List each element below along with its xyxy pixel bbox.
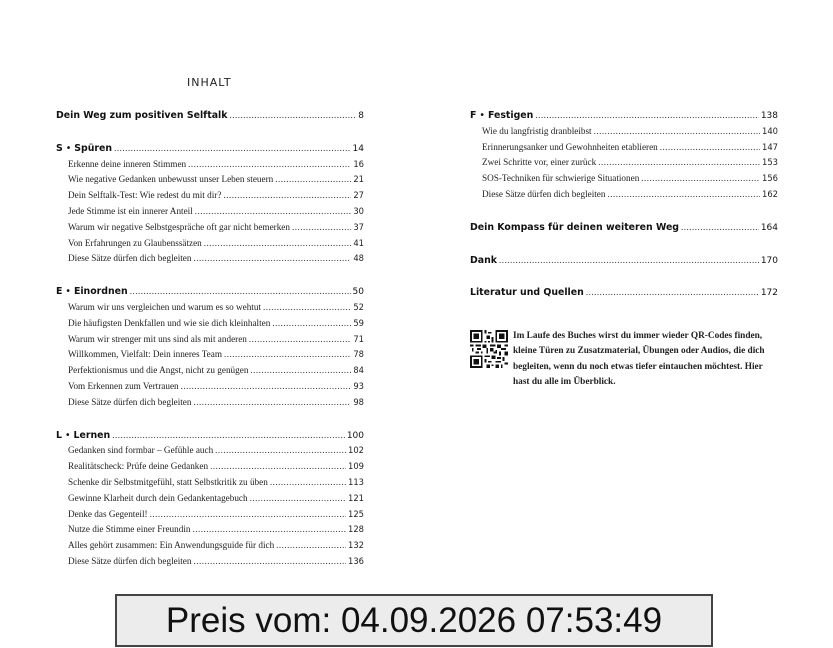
toc-entry xyxy=(56,204,364,220)
toc-entry xyxy=(56,459,364,475)
toc-entry-title: Dein Selftalk-Test: Wie redest du mit dir? xyxy=(68,190,222,201)
toc-entry-page: 170 xyxy=(760,255,778,266)
bullet-icon: • xyxy=(65,286,71,298)
toc-entry-page: 162 xyxy=(762,188,778,199)
toc-entry-page: 164 xyxy=(760,222,778,233)
toc-entry xyxy=(56,538,364,554)
qr-code-icon xyxy=(470,330,508,368)
leader-dots xyxy=(150,507,346,523)
toc-entry-page: 84 xyxy=(353,365,364,376)
toc-entry xyxy=(56,251,364,267)
leader-dots xyxy=(130,284,351,300)
toc-entry-page: 147 xyxy=(762,141,778,152)
leader-dots xyxy=(223,188,351,204)
toc-entry-title: Diese Sätze dürfen dich begleiten xyxy=(482,188,606,199)
toc-entry-title: Perfektionismus und die Angst, nicht zu genügen xyxy=(68,365,249,376)
toc-entry-page: 136 xyxy=(348,555,364,566)
leader-dots xyxy=(188,157,351,173)
toc-entry xyxy=(470,140,778,156)
leader-dots xyxy=(114,141,350,157)
section-page: 14 xyxy=(352,143,364,154)
toc-entry-title: Dank xyxy=(470,254,498,266)
leader-dots xyxy=(660,140,760,156)
toc-entry xyxy=(56,220,364,236)
toc-entry-page: 113 xyxy=(348,476,364,487)
leader-dots xyxy=(594,124,760,140)
toc-entry-page: 16 xyxy=(353,158,364,169)
toc-entry-page: 78 xyxy=(353,349,364,360)
toc-entry-page: 8 xyxy=(358,111,364,121)
leader-dots xyxy=(586,285,759,301)
section-title: Lernen xyxy=(73,429,111,441)
toc-entry-page: 98 xyxy=(353,396,364,407)
leader-dots xyxy=(193,251,351,267)
toc-entry-title: Wie du langfristig dranbleibst xyxy=(482,125,592,136)
toc-entry-page: 93 xyxy=(353,380,364,391)
section-letter: E xyxy=(56,286,63,298)
toc-entry-page: 172 xyxy=(760,288,778,299)
toc-entry-title: Willkommen, Vielfalt: Dein inneres Team xyxy=(68,349,222,360)
toc-entry-title: Vom Erkennen zum Vertrauen xyxy=(68,380,179,391)
leader-dots xyxy=(112,428,345,444)
leader-dots xyxy=(192,522,346,538)
price-banner xyxy=(115,594,713,647)
toc-entry xyxy=(56,379,364,395)
toc-entry-title: Zwei Schritte vor, einer zurück xyxy=(482,157,597,168)
leader-dots xyxy=(230,108,357,124)
leader-dots xyxy=(210,459,346,475)
toc-entry xyxy=(56,363,364,379)
toc-section-l xyxy=(56,428,364,444)
toc-entry-title: Warum wir uns vergleichen und warum es so wehtut xyxy=(68,301,262,312)
section-letter: F xyxy=(470,110,477,121)
toc-entry xyxy=(56,554,364,570)
toc-entry-title: Schenke dir Selbstmitgefühl, statt Selbstkritik zu üben xyxy=(68,476,268,487)
bullet-icon: • xyxy=(479,110,485,121)
toc-section-e xyxy=(56,284,364,300)
leader-dots xyxy=(270,475,346,491)
leader-dots xyxy=(499,253,759,269)
bullet-icon: • xyxy=(65,142,72,154)
toc-entry-page: 41 xyxy=(353,237,364,248)
leader-dots xyxy=(276,538,346,554)
toc-entry-title: Die häufigsten Denkfallen und wie sie dich kleinhalten xyxy=(68,317,271,328)
toc-entry-page: 121 xyxy=(348,492,364,503)
toc-entry-page: 30 xyxy=(353,205,364,216)
toc-entry xyxy=(56,316,364,332)
leader-dots xyxy=(195,204,352,220)
toc-entry-title: Dein Kompass für deinen weiteren Weg xyxy=(470,221,680,233)
toc-entry-title: Erinnerungsanker und Gewohnheiten etablieren xyxy=(482,141,658,152)
toc-entry-compass xyxy=(470,220,778,236)
toc-entry xyxy=(56,443,364,459)
toc-entry xyxy=(56,157,364,173)
toc-left-column xyxy=(56,108,364,570)
toc-entry-literatur xyxy=(470,285,778,301)
leader-dots xyxy=(535,108,758,124)
toc-entry-title: SOS-Techniken für schwierige Situationen xyxy=(482,173,640,184)
toc-entry xyxy=(470,171,778,187)
toc-entry-page: 52 xyxy=(353,301,364,312)
toc-entry xyxy=(470,124,778,140)
toc-entry-title: Warum wir strenger mit uns sind als mit anderen xyxy=(68,333,247,344)
section-letter: S xyxy=(56,142,63,154)
leader-dots xyxy=(272,316,351,332)
toc-entry-title: Wie negative Gedanken unbewusst unser Leben steuern xyxy=(68,174,274,185)
toc-entry-intro xyxy=(56,108,364,124)
toc-entry-page: 71 xyxy=(353,333,364,344)
leader-dots xyxy=(193,554,346,570)
bullet-icon: • xyxy=(64,429,71,441)
toc-section-s xyxy=(56,141,364,157)
toc-entry xyxy=(56,332,364,348)
toc-entry-dank xyxy=(470,253,778,269)
section-title: Einordnen xyxy=(73,286,128,298)
toc-entry-title: Diese Sätze dürfen dich begleiten xyxy=(68,253,192,264)
toc-entry xyxy=(470,187,778,203)
qr-note-text: Im Laufe des Buches wirst du immer wieder QR-Codes finden, kleine Türen zu Zusatzmaterial, Übungen oder Audios, die dich begleiten, wenn du noch etwas tiefer eintauchen möchtest. Hier hast du alle im Überblick. xyxy=(513,331,765,388)
toc-entry-title: Gewinne Klarheit durch dein Gedankentagebuch xyxy=(68,492,248,503)
leader-dots xyxy=(249,332,351,348)
toc-entry xyxy=(56,172,364,188)
toc-entry-title: Alles gehört zusammen: Ein Anwendungsguide für dich xyxy=(68,540,275,551)
toc-entry xyxy=(56,188,364,204)
toc-entry-page: 109 xyxy=(348,461,364,472)
toc-entry-title: Von Erfahrungen zu Glaubenssätzen xyxy=(68,237,202,248)
leader-dots xyxy=(181,379,352,395)
leader-dots xyxy=(250,363,351,379)
toc-entry-title: Literatur und Quellen xyxy=(470,287,584,299)
leader-dots xyxy=(250,491,346,507)
toc-entry-page: 27 xyxy=(353,190,364,201)
toc-entry-page: 156 xyxy=(762,173,778,184)
toc-entry-title: Diese Sätze dürfen dich begleiten xyxy=(68,555,192,566)
leader-dots xyxy=(193,395,351,411)
toc-entry-page: 37 xyxy=(353,221,364,232)
toc-entry-title: Gedanken sind formbar – Gefühle auch xyxy=(68,445,214,456)
price-label: Preis vom: 04.09.2026 07:53:49 xyxy=(165,600,663,640)
section-title: Festigen xyxy=(487,110,534,121)
leader-dots xyxy=(263,300,351,316)
leader-dots xyxy=(641,171,760,187)
leader-dots xyxy=(598,155,760,171)
toc-entry-title: Warum wir negative Selbstgespräche oft gar nicht bemerken xyxy=(68,221,290,232)
toc-entry-page: 153 xyxy=(762,157,778,168)
toc-entry-page: 21 xyxy=(353,174,364,185)
toc-entry-title: Diese Sätze dürfen dich begleiten xyxy=(68,396,192,407)
leader-dots xyxy=(275,172,351,188)
leader-dots xyxy=(292,220,351,236)
toc-entry-title: Jede Stimme ist ein innerer Anteil xyxy=(68,205,193,216)
leader-dots xyxy=(681,220,759,236)
leader-dots xyxy=(607,187,760,203)
toc-entry xyxy=(56,491,364,507)
toc-section-f xyxy=(470,108,778,124)
section-page: 100 xyxy=(346,430,364,441)
toc-entry xyxy=(56,300,364,316)
section-page: 138 xyxy=(760,111,778,121)
toc-entry-page: 140 xyxy=(762,125,778,136)
toc-entry-title: Denke das Gegenteil! xyxy=(68,508,148,519)
toc-entry xyxy=(470,155,778,171)
leader-dots xyxy=(215,443,346,459)
toc-entry xyxy=(56,475,364,491)
leader-dots xyxy=(204,236,352,252)
toc-entry xyxy=(56,507,364,523)
toc-entry xyxy=(56,347,364,363)
toc-entry-title: Nutze die Stimme einer Freundin xyxy=(68,524,191,535)
toc-right-column xyxy=(470,108,778,301)
toc-entry-title: Erkenne deine inneren Stimmen xyxy=(68,158,187,169)
toc-entry-title: Realitätscheck: Prüfe deine Gedanken xyxy=(68,461,209,472)
toc-entry xyxy=(56,236,364,252)
section-page: 50 xyxy=(352,287,364,298)
toc-heading: INHALT xyxy=(187,76,232,89)
toc-entry xyxy=(56,522,364,538)
toc-entry xyxy=(56,395,364,411)
toc-entry-page: 59 xyxy=(353,317,364,328)
toc-entry-page: 48 xyxy=(353,253,364,264)
toc-entry-page: 132 xyxy=(348,540,364,551)
toc-entry-page: 125 xyxy=(348,508,364,519)
leader-dots xyxy=(224,347,351,363)
toc-entry-page: 102 xyxy=(348,445,364,456)
section-title: Spüren xyxy=(74,142,113,154)
section-letter: L xyxy=(56,429,62,441)
toc-entry-title: Dein Weg zum positiven Selftalk xyxy=(56,110,228,121)
toc-entry-page: 128 xyxy=(348,524,364,535)
